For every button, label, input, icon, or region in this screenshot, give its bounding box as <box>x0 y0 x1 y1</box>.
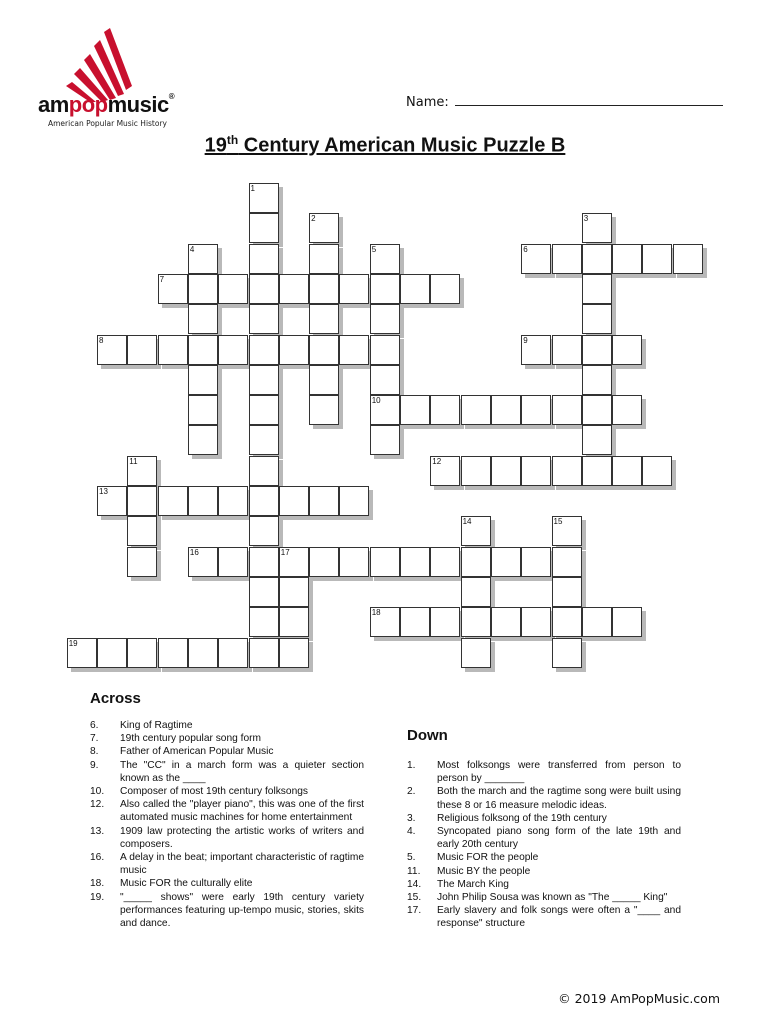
crossword-cell[interactable] <box>582 335 612 365</box>
crossword-cell[interactable] <box>279 274 309 304</box>
crossword-cell[interactable] <box>430 607 460 637</box>
clue-number: 6. <box>90 720 99 731</box>
crossword-cell[interactable] <box>339 547 369 577</box>
crossword-cell[interactable] <box>249 638 279 668</box>
crossword-cell[interactable] <box>400 395 430 425</box>
crossword-cell[interactable] <box>400 274 430 304</box>
crossword-cell[interactable] <box>521 456 551 486</box>
down-clue <box>407 878 681 891</box>
clue-number-label: 17 <box>280 547 290 557</box>
crossword-cell[interactable] <box>188 304 218 334</box>
crossword-cell[interactable] <box>218 335 248 365</box>
crossword-cell[interactable] <box>339 274 369 304</box>
name-label: Name: <box>406 95 453 110</box>
crossword-cell[interactable] <box>370 365 400 395</box>
crossword-cell[interactable] <box>97 638 127 668</box>
crossword-cell[interactable] <box>249 304 279 334</box>
clue-number: 16. <box>90 852 105 864</box>
clue-number-label: 6 <box>523 244 528 254</box>
crossword-cell[interactable] <box>309 244 339 274</box>
crossword-cell[interactable] <box>461 456 491 486</box>
clue-number-label: 9 <box>523 335 528 345</box>
crossword-cell[interactable] <box>249 456 279 486</box>
crossword-cell[interactable] <box>188 638 218 668</box>
crossword-cell[interactable] <box>249 335 279 365</box>
crossword-cell[interactable] <box>188 274 218 304</box>
across-clue-list <box>90 719 364 930</box>
clue-text: John Philip Sousa was known as "The _____ King" <box>437 892 668 904</box>
crossword-cell[interactable] <box>582 425 612 455</box>
crossword-cell[interactable] <box>552 456 582 486</box>
crossword-cell[interactable] <box>461 607 491 637</box>
clue-number: 2. <box>407 786 416 798</box>
crossword-cell[interactable] <box>461 395 491 425</box>
crossword-cell[interactable] <box>552 577 582 607</box>
copyright-notice: © 2019 AmPopMusic.com <box>558 991 720 1006</box>
crossword-cell[interactable] <box>188 486 218 516</box>
crossword-cell[interactable] <box>127 547 157 577</box>
crossword-cell[interactable] <box>461 547 491 577</box>
crossword-cell[interactable] <box>370 274 400 304</box>
crossword-cell[interactable] <box>188 365 218 395</box>
crossword-cell[interactable] <box>430 395 460 425</box>
clue-number-label: 3 <box>583 214 589 224</box>
crossword-cell[interactable] <box>127 638 157 668</box>
clue-number-label: 8 <box>99 335 104 345</box>
crossword-cell[interactable] <box>218 274 248 304</box>
crossword-cell[interactable] <box>249 577 279 607</box>
clue-number: 5. <box>407 852 416 864</box>
across-clue <box>90 719 364 732</box>
clue-text: Music BY the people <box>437 865 531 877</box>
clue-text: Father of American Popular Music <box>120 746 274 758</box>
crossword-cell[interactable] <box>582 304 612 334</box>
down-clue <box>407 865 681 878</box>
down-clue-list <box>407 759 681 931</box>
clue-text: Music FOR the culturally elite <box>120 878 253 890</box>
crossword-cell[interactable] <box>309 304 339 334</box>
crossword-cell[interactable] <box>612 456 642 486</box>
crossword-cell[interactable] <box>249 547 279 577</box>
clue-text: Both the march and the ragtime song were built using these 8 or 16 measure melodic ideas. <box>437 786 681 811</box>
crossword-cell[interactable] <box>279 607 309 637</box>
crossword-cell[interactable] <box>582 607 612 637</box>
clue-number-label: 14 <box>462 517 472 527</box>
crossword-cell[interactable] <box>309 335 339 365</box>
crossword-cell[interactable] <box>339 486 369 516</box>
crossword-cell[interactable] <box>491 395 521 425</box>
crossword-cell[interactable] <box>430 547 460 577</box>
down-clue <box>407 759 681 785</box>
crossword-cell[interactable] <box>127 486 157 516</box>
crossword-cell[interactable] <box>309 395 339 425</box>
crossword-cell[interactable] <box>552 395 582 425</box>
across-clue <box>90 745 364 758</box>
clue-text: The March King <box>437 878 509 890</box>
crossword-cell[interactable] <box>279 486 309 516</box>
crossword-cell[interactable] <box>552 607 582 637</box>
clue-text: Syncopated piano song form of the late 19th and early 20th century <box>437 826 681 851</box>
crossword-cell[interactable] <box>582 244 612 274</box>
crossword-cell[interactable] <box>158 638 188 668</box>
crossword-cell[interactable] <box>370 335 400 365</box>
clue-text: 1909 law protecting the artistic works of writers and composers. <box>120 825 364 850</box>
crossword-cell[interactable] <box>309 547 339 577</box>
down-heading: Down <box>407 727 448 744</box>
clue-number-label: 13 <box>99 487 108 496</box>
down-clue <box>407 785 681 811</box>
clue-number-label: 10 <box>371 396 381 406</box>
crossword-cell[interactable] <box>158 335 188 365</box>
clue-text: Also called the "player piano", this was one of the first automated music machines for home entertainment <box>120 799 364 824</box>
across-clue <box>90 798 364 824</box>
crossword-cell[interactable] <box>400 547 430 577</box>
crossword-cell[interactable] <box>461 638 491 668</box>
across-clue <box>90 785 364 798</box>
crossword-cell[interactable] <box>552 244 582 274</box>
logo-tagline: American Popular Music History <box>48 119 167 128</box>
clue-number-label: 11 <box>129 456 138 466</box>
across-clue <box>90 891 364 931</box>
clue-number: 3. <box>407 812 416 824</box>
clue-number: 1. <box>407 760 416 771</box>
clue-text: Composer of most 19th century folksongs <box>120 786 308 798</box>
crossword-cell[interactable] <box>249 244 279 274</box>
crossword-cell[interactable] <box>370 304 400 334</box>
crossword-cell[interactable] <box>461 577 491 607</box>
crossword-cell[interactable] <box>218 638 248 668</box>
down-clue <box>407 904 681 930</box>
across-clue <box>90 825 364 851</box>
across-heading: Across <box>90 690 141 707</box>
crossword-cell[interactable] <box>188 335 218 365</box>
crossword-cell[interactable] <box>218 547 248 577</box>
crossword-cell[interactable] <box>582 395 612 425</box>
crossword-cell[interactable] <box>279 577 309 607</box>
clue-text: The "CC" in a march form was a quieter section known as the ____ <box>120 759 364 784</box>
clue-number: 14. <box>407 878 422 890</box>
clue-number-label: 2 <box>311 214 316 224</box>
crossword-cell[interactable] <box>279 638 309 668</box>
clue-text: A delay in the beat; important characteristic of ragtime music <box>120 852 364 877</box>
crossword-cell[interactable] <box>249 365 279 395</box>
crossword-cell[interactable] <box>127 516 157 546</box>
clue-number-label: 5 <box>371 244 377 254</box>
clue-number: 15. <box>407 892 422 904</box>
clue-number-label: 1 <box>250 184 255 193</box>
crossword-cell[interactable] <box>370 547 400 577</box>
clue-number: 17. <box>407 905 422 917</box>
crossword-cell[interactable] <box>127 335 157 365</box>
clue-number: 18. <box>90 878 105 890</box>
clue-number: 10. <box>90 786 105 798</box>
page-title: 19th Century American Music Puzzle B <box>204 133 566 157</box>
down-clue <box>407 812 681 825</box>
crossword-cell[interactable] <box>521 547 551 577</box>
clue-number: 11. <box>407 865 421 877</box>
clue-number: 9. <box>90 759 99 771</box>
crossword-cell[interactable] <box>430 274 460 304</box>
clue-number-label: 12 <box>432 456 442 466</box>
across-clue <box>90 851 364 877</box>
clue-number-label: 18 <box>371 608 381 618</box>
clue-text: Music FOR the people <box>437 852 539 864</box>
crossword-cell[interactable] <box>491 547 521 577</box>
crossword-cell[interactable] <box>218 486 248 516</box>
crossword-cell[interactable] <box>612 607 642 637</box>
crossword-cell[interactable] <box>552 638 582 668</box>
crossword-cell[interactable] <box>642 456 672 486</box>
across-clue <box>90 877 364 890</box>
crossword-cell[interactable] <box>188 395 218 425</box>
crossword-cell[interactable] <box>249 274 279 304</box>
crossword-cell[interactable] <box>249 516 279 546</box>
clue-number: 4. <box>407 826 416 838</box>
crossword-cell[interactable] <box>309 365 339 395</box>
crossword-cell[interactable] <box>582 456 612 486</box>
crossword-cell[interactable] <box>552 547 582 577</box>
crossword-cell[interactable] <box>309 274 339 304</box>
across-clue <box>90 732 364 745</box>
crossword-cell[interactable] <box>612 395 642 425</box>
crossword-cell[interactable] <box>612 335 642 365</box>
crossword-cell[interactable] <box>339 335 369 365</box>
crossword-cell[interactable] <box>612 244 642 274</box>
crossword-cell[interactable] <box>552 335 582 365</box>
clue-number: 8. <box>90 746 99 758</box>
clue-number-label: 19 <box>68 638 78 648</box>
clue-number-label: 16 <box>189 547 199 557</box>
crossword-cell[interactable] <box>642 244 672 274</box>
crossword-cell[interactable] <box>249 213 279 243</box>
crossword-cell[interactable] <box>309 486 339 516</box>
crossword-cell[interactable] <box>249 395 279 425</box>
clue-text: 19th century popular song form <box>120 733 262 745</box>
crossword-cell[interactable] <box>582 274 612 304</box>
crossword-cell[interactable] <box>521 607 551 637</box>
clue-text: Most folksongs were transferred from person to person by _______ <box>437 760 681 785</box>
crossword-cell[interactable] <box>249 425 279 455</box>
clue-text: Early slavery and folk songs were often a "____ and response" structure <box>437 905 681 930</box>
crossword-cell[interactable] <box>279 335 309 365</box>
clue-number-label: 15 <box>553 517 563 527</box>
crossword-cell[interactable] <box>188 425 218 455</box>
clue-number: 13. <box>90 825 105 837</box>
across-clue <box>90 759 364 785</box>
down-clue <box>407 851 681 864</box>
clue-text: Religious folksong of the 19th century <box>437 812 607 824</box>
clue-number: 19. <box>90 891 105 903</box>
logo-wordmark: ampopmusic® <box>38 92 175 117</box>
crossword-cell[interactable] <box>491 456 521 486</box>
crossword-cell[interactable] <box>158 486 188 516</box>
crossword-cell[interactable] <box>491 607 521 637</box>
clue-text: "_____ shows" were early 19th century variety performances featuring up-tempo music, stories, skits and dance. <box>120 891 364 930</box>
crossword-cell[interactable] <box>521 395 551 425</box>
down-clue <box>407 891 681 904</box>
clue-number: 12. <box>90 799 105 811</box>
crossword-cell[interactable] <box>370 425 400 455</box>
clue-number-label: 7 <box>159 274 165 284</box>
crossword-cell[interactable] <box>400 607 430 637</box>
down-clue <box>407 825 681 851</box>
crossword-cell[interactable] <box>582 365 612 395</box>
crossword-cell[interactable] <box>249 486 279 516</box>
crossword-cell[interactable] <box>673 244 703 274</box>
clue-number-label: 4 <box>189 244 195 254</box>
clue-number: 7. <box>90 733 99 745</box>
clue-text: King of Ragtime <box>120 720 193 731</box>
crossword-cell[interactable] <box>249 607 279 637</box>
